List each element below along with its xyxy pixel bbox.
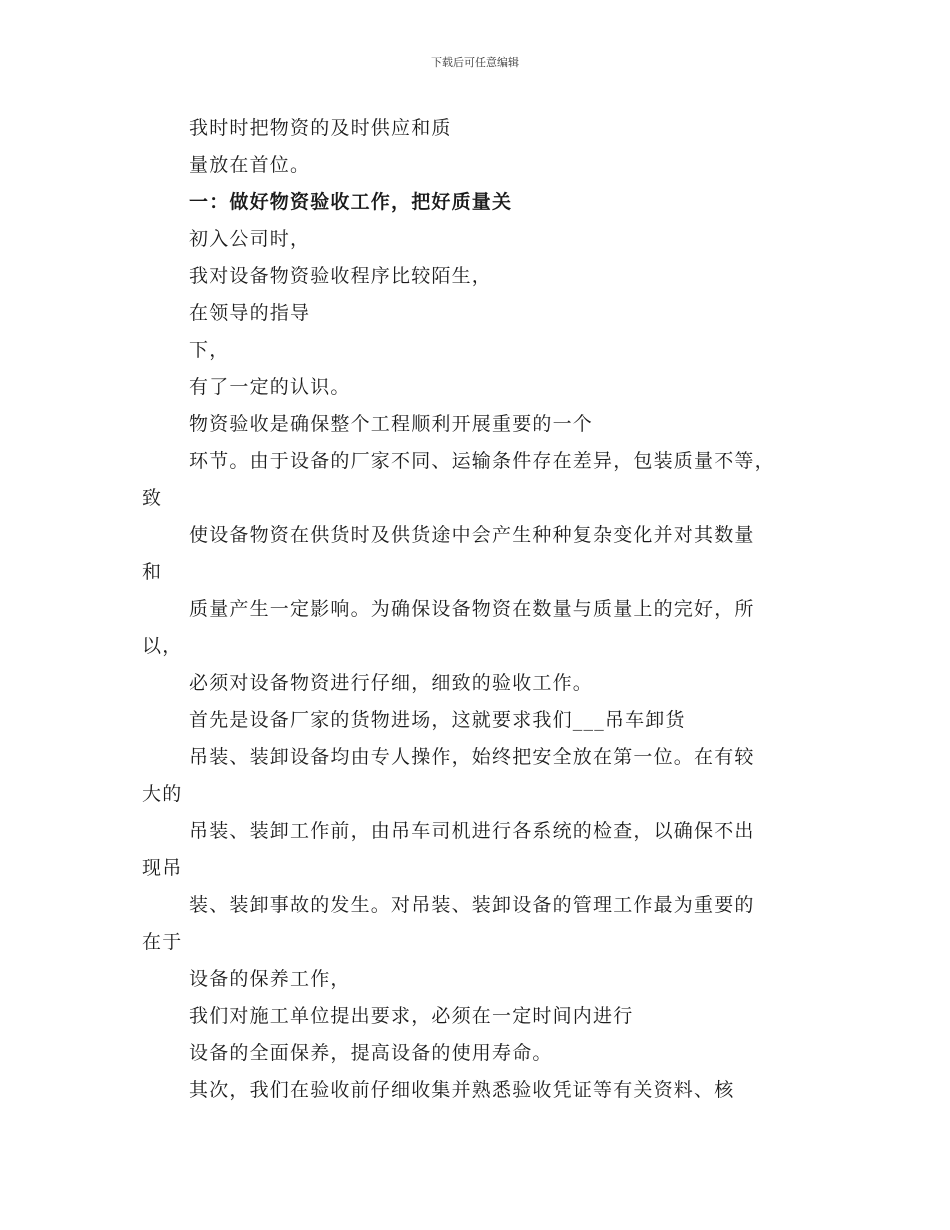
text-line: 物资验收是确保整个工程顺利开展重要的一个: [189, 413, 594, 435]
text-line: 设备的保养工作，: [189, 968, 351, 990]
text-line: 环节。由于设备的厂家不同、运输条件存在差异，包装质量不等，: [189, 450, 775, 472]
text-line: 在领导的指导: [189, 302, 311, 324]
text-line: 吊装、装卸设备均由专人操作，始终把安全放在第一位。在有较: [189, 746, 755, 768]
text-line: 量放在首位。: [189, 154, 311, 176]
text-line: 大的: [142, 783, 183, 805]
document-body: [142, 110, 822, 1109]
text-line: 必须对设备物资进行仔细，细致的验收工作。: [189, 672, 594, 694]
text-line: 设备的全面保养，提高设备的使用寿命。: [189, 1042, 553, 1064]
text-line: 有了一定的认识。: [189, 376, 351, 398]
text-line: 首先是设备厂家的货物进场，这就要求我们___吊车卸货: [189, 709, 686, 731]
text-line: 吊装、装卸工作前，由吊车司机进行各系统的检查，以确保不出: [189, 820, 755, 842]
text-line: 现吊: [142, 857, 183, 879]
text-line: 使设备物资在供货时及供货途中会产生种种复杂变化并对其数量: [189, 524, 755, 546]
text-line: 以，: [142, 635, 183, 657]
text-line: 初入公司时，: [189, 228, 311, 250]
page-header: 下载后可任意编辑: [431, 56, 519, 69]
text-line: 和: [142, 561, 163, 583]
text-line: 我时时把物资的及时供应和质: [189, 117, 452, 139]
section-heading: 一：做好物资验收工作，把好质量关: [189, 191, 513, 213]
text-line: 下，: [189, 339, 230, 361]
text-line: 我们对施工单位提出要求，必须在一定时间内进行: [189, 1005, 634, 1027]
text-line: 其次，我们在验收前仔细收集并熟悉验收凭证等有关资料、核: [189, 1079, 735, 1101]
text-line: 我对设备物资验收程序比较陌生，: [189, 265, 493, 287]
text-line: 致: [142, 487, 163, 509]
text-line: 质量产生一定影响。为确保设备物资在数量与质量上的完好，所: [189, 598, 755, 620]
text-line: 装、装卸事故的发生。对吊装、装卸设备的管理工作最为重要的: [189, 894, 755, 916]
text-line: 在于: [142, 931, 183, 953]
